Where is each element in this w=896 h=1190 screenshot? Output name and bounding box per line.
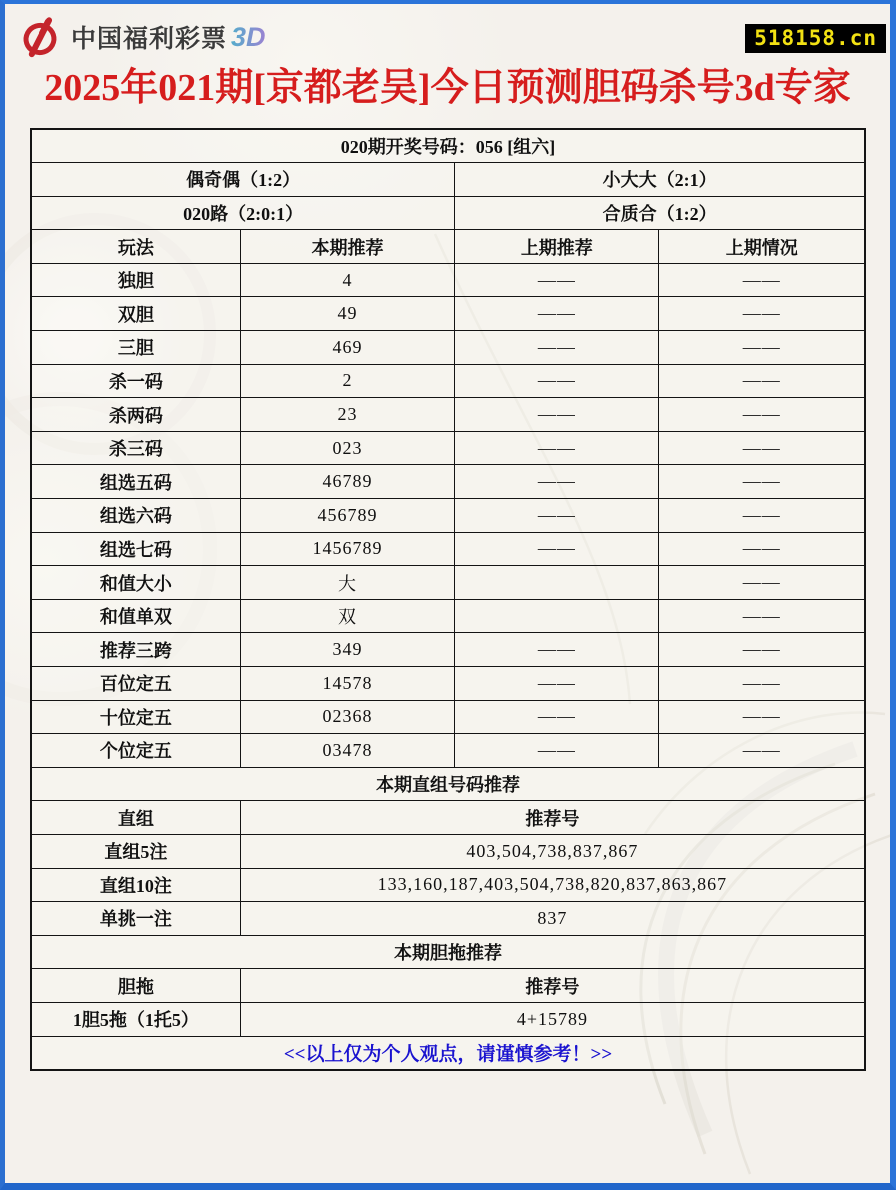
value-cell: 02368 xyxy=(240,700,454,734)
value-cell: 023 xyxy=(240,431,454,465)
section-title-cell: 本期胆拖推荐 xyxy=(31,935,865,969)
table-row xyxy=(31,633,865,667)
column-header-cell: 推荐号 xyxy=(240,969,865,1003)
table-row xyxy=(31,532,865,566)
table-row xyxy=(31,1036,865,1070)
table-row xyxy=(31,599,865,633)
table-row xyxy=(31,163,865,197)
value-cell: 2 xyxy=(240,364,454,398)
table-row xyxy=(31,902,865,936)
table-row xyxy=(31,398,865,432)
table-row xyxy=(31,297,865,331)
value-cell: —— xyxy=(455,667,659,701)
play-type-cell: 直组10注 xyxy=(31,868,240,902)
play-type-cell: 三胆 xyxy=(31,331,240,365)
table-row xyxy=(31,364,865,398)
value-cell: 03478 xyxy=(240,734,454,768)
table-row xyxy=(31,499,865,533)
table-row xyxy=(31,129,865,163)
play-type-cell: 百位定五 xyxy=(31,667,240,701)
value-cell: —— xyxy=(659,364,865,398)
value-cell: —— xyxy=(659,297,865,331)
logo-3d-label: 3D xyxy=(231,21,266,52)
value-cell: —— xyxy=(455,398,659,432)
table-row xyxy=(31,834,865,868)
table-row xyxy=(31,431,865,465)
value-cell: —— xyxy=(659,734,865,768)
table-row xyxy=(31,263,865,297)
play-type-cell: 杀一码 xyxy=(31,364,240,398)
value-cell: 456789 xyxy=(240,499,454,533)
table-row xyxy=(31,331,865,365)
play-type-cell: 1胆5拖（1托5） xyxy=(31,1002,240,1036)
disclaimer-cell: <<以上仅为个人观点，请谨慎参考！>> xyxy=(31,1036,865,1070)
play-type-cell: 杀两码 xyxy=(31,398,240,432)
value-cell: —— xyxy=(455,532,659,566)
play-type-cell: 杀三码 xyxy=(31,431,240,465)
value-cell xyxy=(455,599,659,633)
play-type-cell: 组选五码 xyxy=(31,465,240,499)
value-cell: —— xyxy=(659,566,865,600)
column-header-cell: 推荐号 xyxy=(240,801,865,835)
value-cell: 46789 xyxy=(240,465,454,499)
value-cell: —— xyxy=(455,431,659,465)
column-header-cell: 上期情况 xyxy=(659,230,865,264)
value-cell: —— xyxy=(659,331,865,365)
pattern-cell: 小大大（2:1） xyxy=(455,163,865,197)
play-type-cell: 直组5注 xyxy=(31,834,240,868)
value-cell: —— xyxy=(455,633,659,667)
table-row xyxy=(31,935,865,969)
table-row xyxy=(31,566,865,600)
column-header-cell: 胆拖 xyxy=(31,969,240,1003)
pattern-cell: 020路（2:0:1） xyxy=(31,196,455,230)
logo-text: 中国福利彩票 xyxy=(71,25,228,53)
play-type-cell: 个位定五 xyxy=(31,734,240,768)
table-row xyxy=(31,767,865,801)
table-row xyxy=(31,667,865,701)
site-logo xyxy=(17,14,266,60)
play-type-cell: 和值大小 xyxy=(31,566,240,600)
value-cell: —— xyxy=(659,431,865,465)
column-header-cell: 上期推荐 xyxy=(455,230,659,264)
value-cell: —— xyxy=(455,263,659,297)
column-header-cell: 直组 xyxy=(31,801,240,835)
play-type-cell: 独胆 xyxy=(31,263,240,297)
table-row xyxy=(31,465,865,499)
value-cell: —— xyxy=(659,700,865,734)
table-row xyxy=(31,734,865,768)
value-cell: 大 xyxy=(240,566,454,600)
value-cell xyxy=(455,566,659,600)
value-cell: —— xyxy=(659,398,865,432)
value-cell: —— xyxy=(659,263,865,297)
play-type-cell: 单挑一注 xyxy=(31,902,240,936)
value-cell: —— xyxy=(659,633,865,667)
table-row xyxy=(31,868,865,902)
value-cell: —— xyxy=(659,465,865,499)
value-cell: 4 xyxy=(240,263,454,297)
table-row xyxy=(31,230,865,264)
play-type-cell: 十位定五 xyxy=(31,700,240,734)
column-header-cell: 玩法 xyxy=(31,230,240,264)
value-cell: —— xyxy=(455,700,659,734)
column-header-cell: 本期推荐 xyxy=(240,230,454,264)
value-cell: 133,160,187,403,504,738,820,837,863,867 xyxy=(240,868,865,902)
value-cell: 双 xyxy=(240,599,454,633)
draw-result-cell: 020期开奖号码：056 [组六] xyxy=(31,129,865,163)
pattern-cell: 合质合（1:2） xyxy=(455,196,865,230)
value-cell: 403,504,738,837,867 xyxy=(240,834,865,868)
section-title-cell: 本期直组号码推荐 xyxy=(31,767,865,801)
play-type-cell: 组选六码 xyxy=(31,499,240,533)
table-row xyxy=(31,700,865,734)
value-cell: 49 xyxy=(240,297,454,331)
table-row xyxy=(31,1002,865,1036)
play-type-cell: 推荐三跨 xyxy=(31,633,240,667)
play-type-cell: 和值单双 xyxy=(31,599,240,633)
pattern-cell: 偶奇偶（1:2） xyxy=(31,163,455,197)
value-cell: 23 xyxy=(240,398,454,432)
value-cell: 349 xyxy=(240,633,454,667)
table-row xyxy=(31,196,865,230)
table-row xyxy=(31,969,865,1003)
value-cell: 469 xyxy=(240,331,454,365)
cwl-logo-icon xyxy=(17,14,63,60)
prediction-table xyxy=(30,128,866,1071)
table-row xyxy=(31,801,865,835)
value-cell: —— xyxy=(455,364,659,398)
value-cell: 837 xyxy=(240,902,865,936)
value-cell: —— xyxy=(455,465,659,499)
value-cell: —— xyxy=(455,331,659,365)
page-title: 2025年021期[京都老吴]今日预测胆码杀号3d专家 xyxy=(44,67,851,109)
value-cell: —— xyxy=(455,499,659,533)
value-cell: 4+15789 xyxy=(240,1002,865,1036)
value-cell: —— xyxy=(659,667,865,701)
page-header xyxy=(5,8,890,120)
value-cell: —— xyxy=(455,734,659,768)
value-cell: —— xyxy=(659,532,865,566)
value-cell: —— xyxy=(659,599,865,633)
site-url-badge: 518158.cn xyxy=(745,24,886,53)
value-cell: —— xyxy=(455,297,659,331)
value-cell: 1456789 xyxy=(240,532,454,566)
play-type-cell: 组选七码 xyxy=(31,532,240,566)
play-type-cell: 双胆 xyxy=(31,297,240,331)
value-cell: —— xyxy=(659,499,865,533)
value-cell: 14578 xyxy=(240,667,454,701)
